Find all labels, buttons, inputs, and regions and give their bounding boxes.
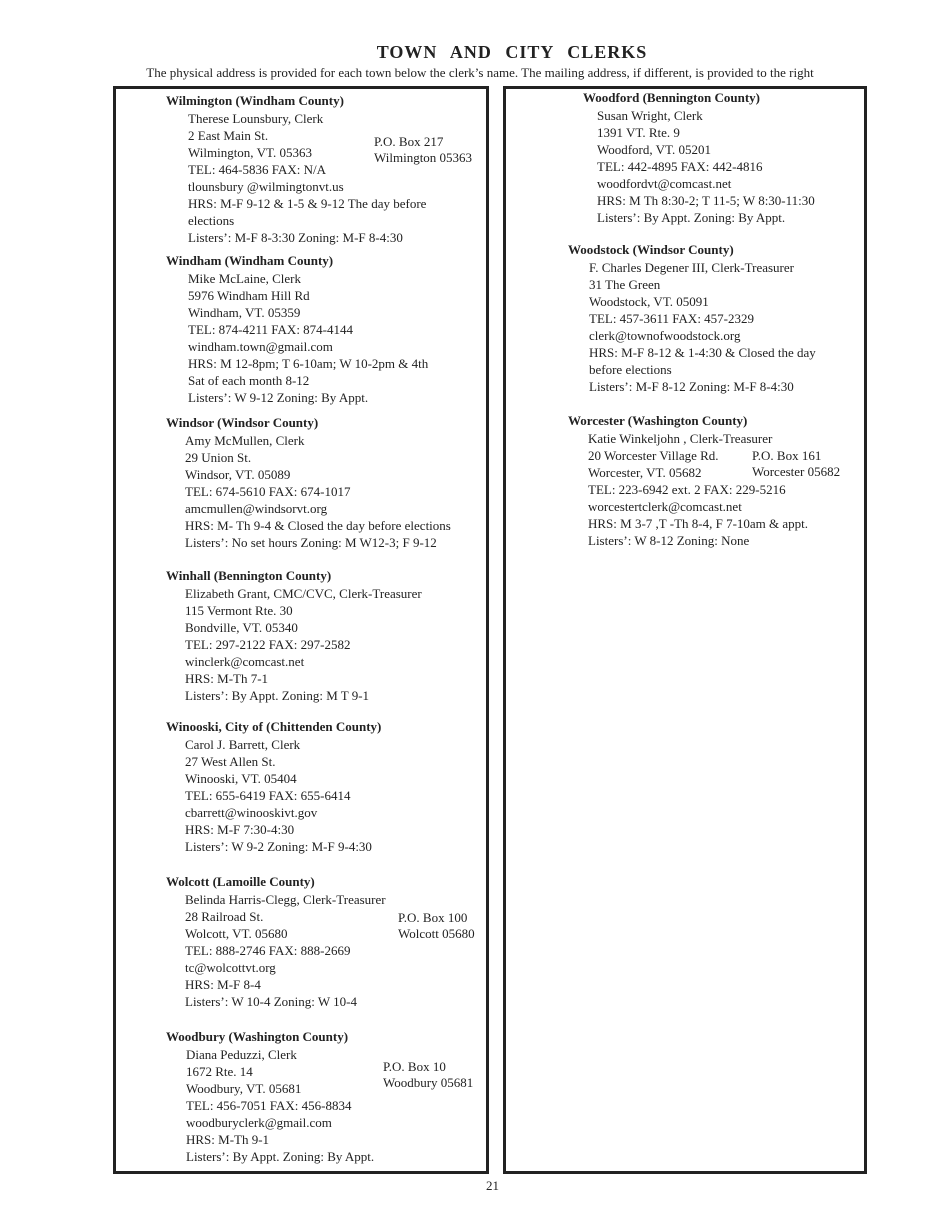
entry-line: tlounsbury @wilmingtonvt.us (188, 179, 344, 194)
clerk-entry (166, 718, 381, 855)
entry-line: Woodbury, VT. 05681 (186, 1081, 302, 1096)
entry-details (185, 585, 422, 704)
entry-line: tc@wolcottvt.org (185, 960, 276, 975)
entry-line: Worcester, VT. 05682 (588, 465, 702, 480)
entry-heading: Windham (Windham County) (166, 253, 334, 268)
entry-line: Listers’: W 9-2 Zoning: M-F 9-4:30 (185, 839, 372, 854)
mailing-address (374, 134, 472, 166)
entry-line: TEL: 674-5610 FAX: 674-1017 (185, 484, 351, 499)
entry-line: Winooski, VT. 05404 (185, 771, 297, 786)
entry-line: TEL: 456-7051 FAX: 456-8834 (186, 1098, 352, 1113)
entry-line: Woodford, VT. 05201 (597, 142, 712, 157)
entry-line: before elections (589, 362, 672, 377)
entry-line: Listers’: W 8-12 Zoning: None (588, 533, 750, 548)
entry-line: HRS: M- Th 9-4 & Closed the day before elections (185, 518, 451, 533)
entry-line: Wolcott, VT. 05680 (185, 926, 288, 941)
entry-details (589, 259, 816, 395)
page-number: 21 (486, 1178, 499, 1193)
entry-line: TEL: 464-5836 FAX: N/A (188, 162, 327, 177)
entry-line: HRS: M-F 8-4 (185, 977, 261, 992)
entry-line: HRS: M-Th 9-1 (186, 1132, 270, 1147)
entry-line: TEL: 297-2122 FAX: 297-2582 (185, 637, 351, 652)
entry-line: 20 Worcester Village Rd. (588, 448, 719, 463)
entry-details (185, 736, 381, 855)
entry-line: worcestertclerk@comcast.net (588, 499, 742, 514)
entry-line: windham.town@gmail.com (188, 339, 333, 354)
entry-line: 31 The Green (589, 277, 661, 292)
entry-line: Sat of each month 8-12 (188, 373, 310, 388)
entry-line: HRS: M-Th 7-1 (185, 671, 269, 686)
entry-line: TEL: 874-4211 FAX: 874-4144 (188, 322, 354, 337)
entry-heading: Winhall (Bennington County) (166, 568, 332, 583)
clerk-entry (583, 89, 815, 226)
entry-line: 27 West Allen St. (185, 754, 276, 769)
mailing-line: P.O. Box 10 (383, 1059, 446, 1074)
mailing-line: Wolcott 05680 (398, 926, 475, 941)
entry-heading: Woodford (Bennington County) (583, 90, 760, 105)
entry-line: HRS: M-F 9-12 & 1-5 & 9-12 The day before (188, 196, 427, 211)
entry-line: amcmullen@windsorvt.org (185, 501, 328, 516)
entry-line: TEL: 457-3611 FAX: 457-2329 (589, 311, 755, 326)
entry-line: TEL: 888-2746 FAX: 888-2669 (185, 943, 351, 958)
entry-line: winclerk@comcast.net (185, 654, 305, 669)
entry-line: Windsor, VT. 05089 (185, 467, 291, 482)
entry-line: Carol J. Barrett, Clerk (185, 737, 301, 752)
entry-line: 29 Union St. (185, 450, 252, 465)
entry-line: woodfordvt@comcast.net (597, 176, 732, 191)
entry-line: Therese Lounsbury, Clerk (188, 111, 324, 126)
entry-line: cbarrett@winooskivt.gov (185, 805, 318, 820)
entry-line: TEL: 655-6419 FAX: 655-6414 (185, 788, 351, 803)
mailing-address (383, 1059, 473, 1091)
entry-heading: Woodbury (Washington County) (166, 1029, 349, 1044)
mailing-line: P.O. Box 217 (374, 134, 444, 149)
entry-line: Amy McMullen, Clerk (185, 433, 305, 448)
entry-line: Listers’: M-F 8-12 Zoning: M-F 8-4:30 (589, 379, 794, 394)
mailing-line: Worcester 05682 (752, 464, 841, 479)
entry-line: 1672 Rte. 14 (186, 1064, 253, 1079)
clerk-entry (166, 873, 386, 1010)
entry-details (186, 1046, 374, 1165)
entry-line: Belinda Harris-Clegg, Clerk-Treasurer (185, 892, 386, 907)
entry-line: elections (188, 213, 235, 228)
entry-line: Listers’: By Appt. Zoning: By Appt. (597, 210, 786, 225)
entry-line: Katie Winkeljohn , Clerk-Treasurer (588, 431, 773, 446)
mailing-line: Wilmington 05363 (374, 150, 473, 165)
mailing-line: P.O. Box 161 (752, 448, 822, 463)
entry-line: 1391 VT. Rte. 9 (597, 125, 680, 140)
mailing-line: Woodbury 05681 (383, 1075, 474, 1090)
entry-line: Woodstock, VT. 05091 (589, 294, 709, 309)
mailing-address (752, 448, 840, 480)
page-subtitle: The physical address is provided for each town below the clerk’s name. The mailing address, if different, is provided to the right (146, 65, 814, 80)
entry-line: 115 Vermont Rte. 30 (185, 603, 293, 618)
entry-line: clerk@townofwoodstock.org (589, 328, 741, 343)
entry-line: HRS: M Th 8:30-2; T 11-5; W 8:30-11:30 (597, 193, 815, 208)
clerk-entry (166, 92, 426, 246)
entry-line: woodburyclerk@gmail.com (186, 1115, 332, 1130)
mailing-line: P.O. Box 100 (398, 910, 468, 925)
entry-line: Listers’: W 9-12 Zoning: By Appt. (188, 390, 369, 405)
entry-line: Listers’: M-F 8-3:30 Zoning: M-F 8-4:30 (188, 230, 403, 245)
entry-details (597, 107, 815, 226)
entry-details (188, 270, 428, 406)
entry-line: F. Charles Degener III, Clerk-Treasurer (589, 260, 794, 275)
entry-heading: Winooski, City of (Chittenden County) (166, 719, 382, 734)
clerk-entry (166, 252, 428, 406)
clerk-entry (568, 241, 816, 395)
entry-line: HRS: M-F 8-12 & 1-4:30 & Closed the day (589, 345, 816, 360)
entry-line: Windham, VT. 05359 (188, 305, 301, 320)
entry-line: Bondville, VT. 05340 (185, 620, 298, 635)
clerk-entry (166, 1028, 374, 1165)
entry-line: Susan Wright, Clerk (597, 108, 703, 123)
entry-details (185, 891, 386, 1010)
page-title: TOWN AND CITY CLERKS (376, 42, 648, 62)
entry-line: Listers’: By Appt. Zoning: M T 9-1 (185, 688, 370, 703)
entry-line: HRS: M-F 7:30-4:30 (185, 822, 295, 837)
entry-line: 2 East Main St. (188, 128, 269, 143)
entry-line: HRS: M 12-8pm; T 6-10am; W 10-2pm & 4th (188, 356, 429, 371)
entry-heading: Worcester (Washington County) (568, 413, 748, 428)
entry-line: TEL: 442-4895 FAX: 442-4816 (597, 159, 763, 174)
entry-heading: Wilmington (Windham County) (166, 93, 344, 108)
entry-line: 5976 Windham Hill Rd (188, 288, 310, 303)
entry-line: Listers’: W 10-4 Zoning: W 10-4 (185, 994, 357, 1009)
entry-heading: Windsor (Windsor County) (166, 415, 319, 430)
entry-line: Wilmington, VT. 05363 (188, 145, 312, 160)
clerk-entry (166, 414, 451, 551)
mailing-address (398, 910, 475, 942)
entry-heading: Woodstock (Windsor County) (568, 242, 734, 257)
clerk-entry (568, 412, 808, 549)
entry-details (185, 432, 451, 551)
entry-heading: Wolcott (Lamoille County) (166, 874, 315, 889)
entry-line: Listers’: By Appt. Zoning: By Appt. (186, 1149, 375, 1164)
entry-line: TEL: 223-6942 ext. 2 FAX: 229-5216 (588, 482, 786, 497)
clerk-entry (166, 567, 422, 704)
entry-line: Diana Peduzzi, Clerk (186, 1047, 297, 1062)
entry-line: Elizabeth Grant, CMC/CVC, Clerk-Treasurer (185, 586, 422, 601)
entry-line: HRS: M 3-7 ,T -Th 8-4, F 7-10am & appt. (588, 516, 809, 531)
entry-line: Listers’: No set hours Zoning: M W12-3; F 9-12 (185, 535, 437, 550)
entry-line: Mike McLaine, Clerk (188, 271, 301, 286)
entry-line: 28 Railroad St. (185, 909, 264, 924)
entry-details (188, 110, 426, 246)
